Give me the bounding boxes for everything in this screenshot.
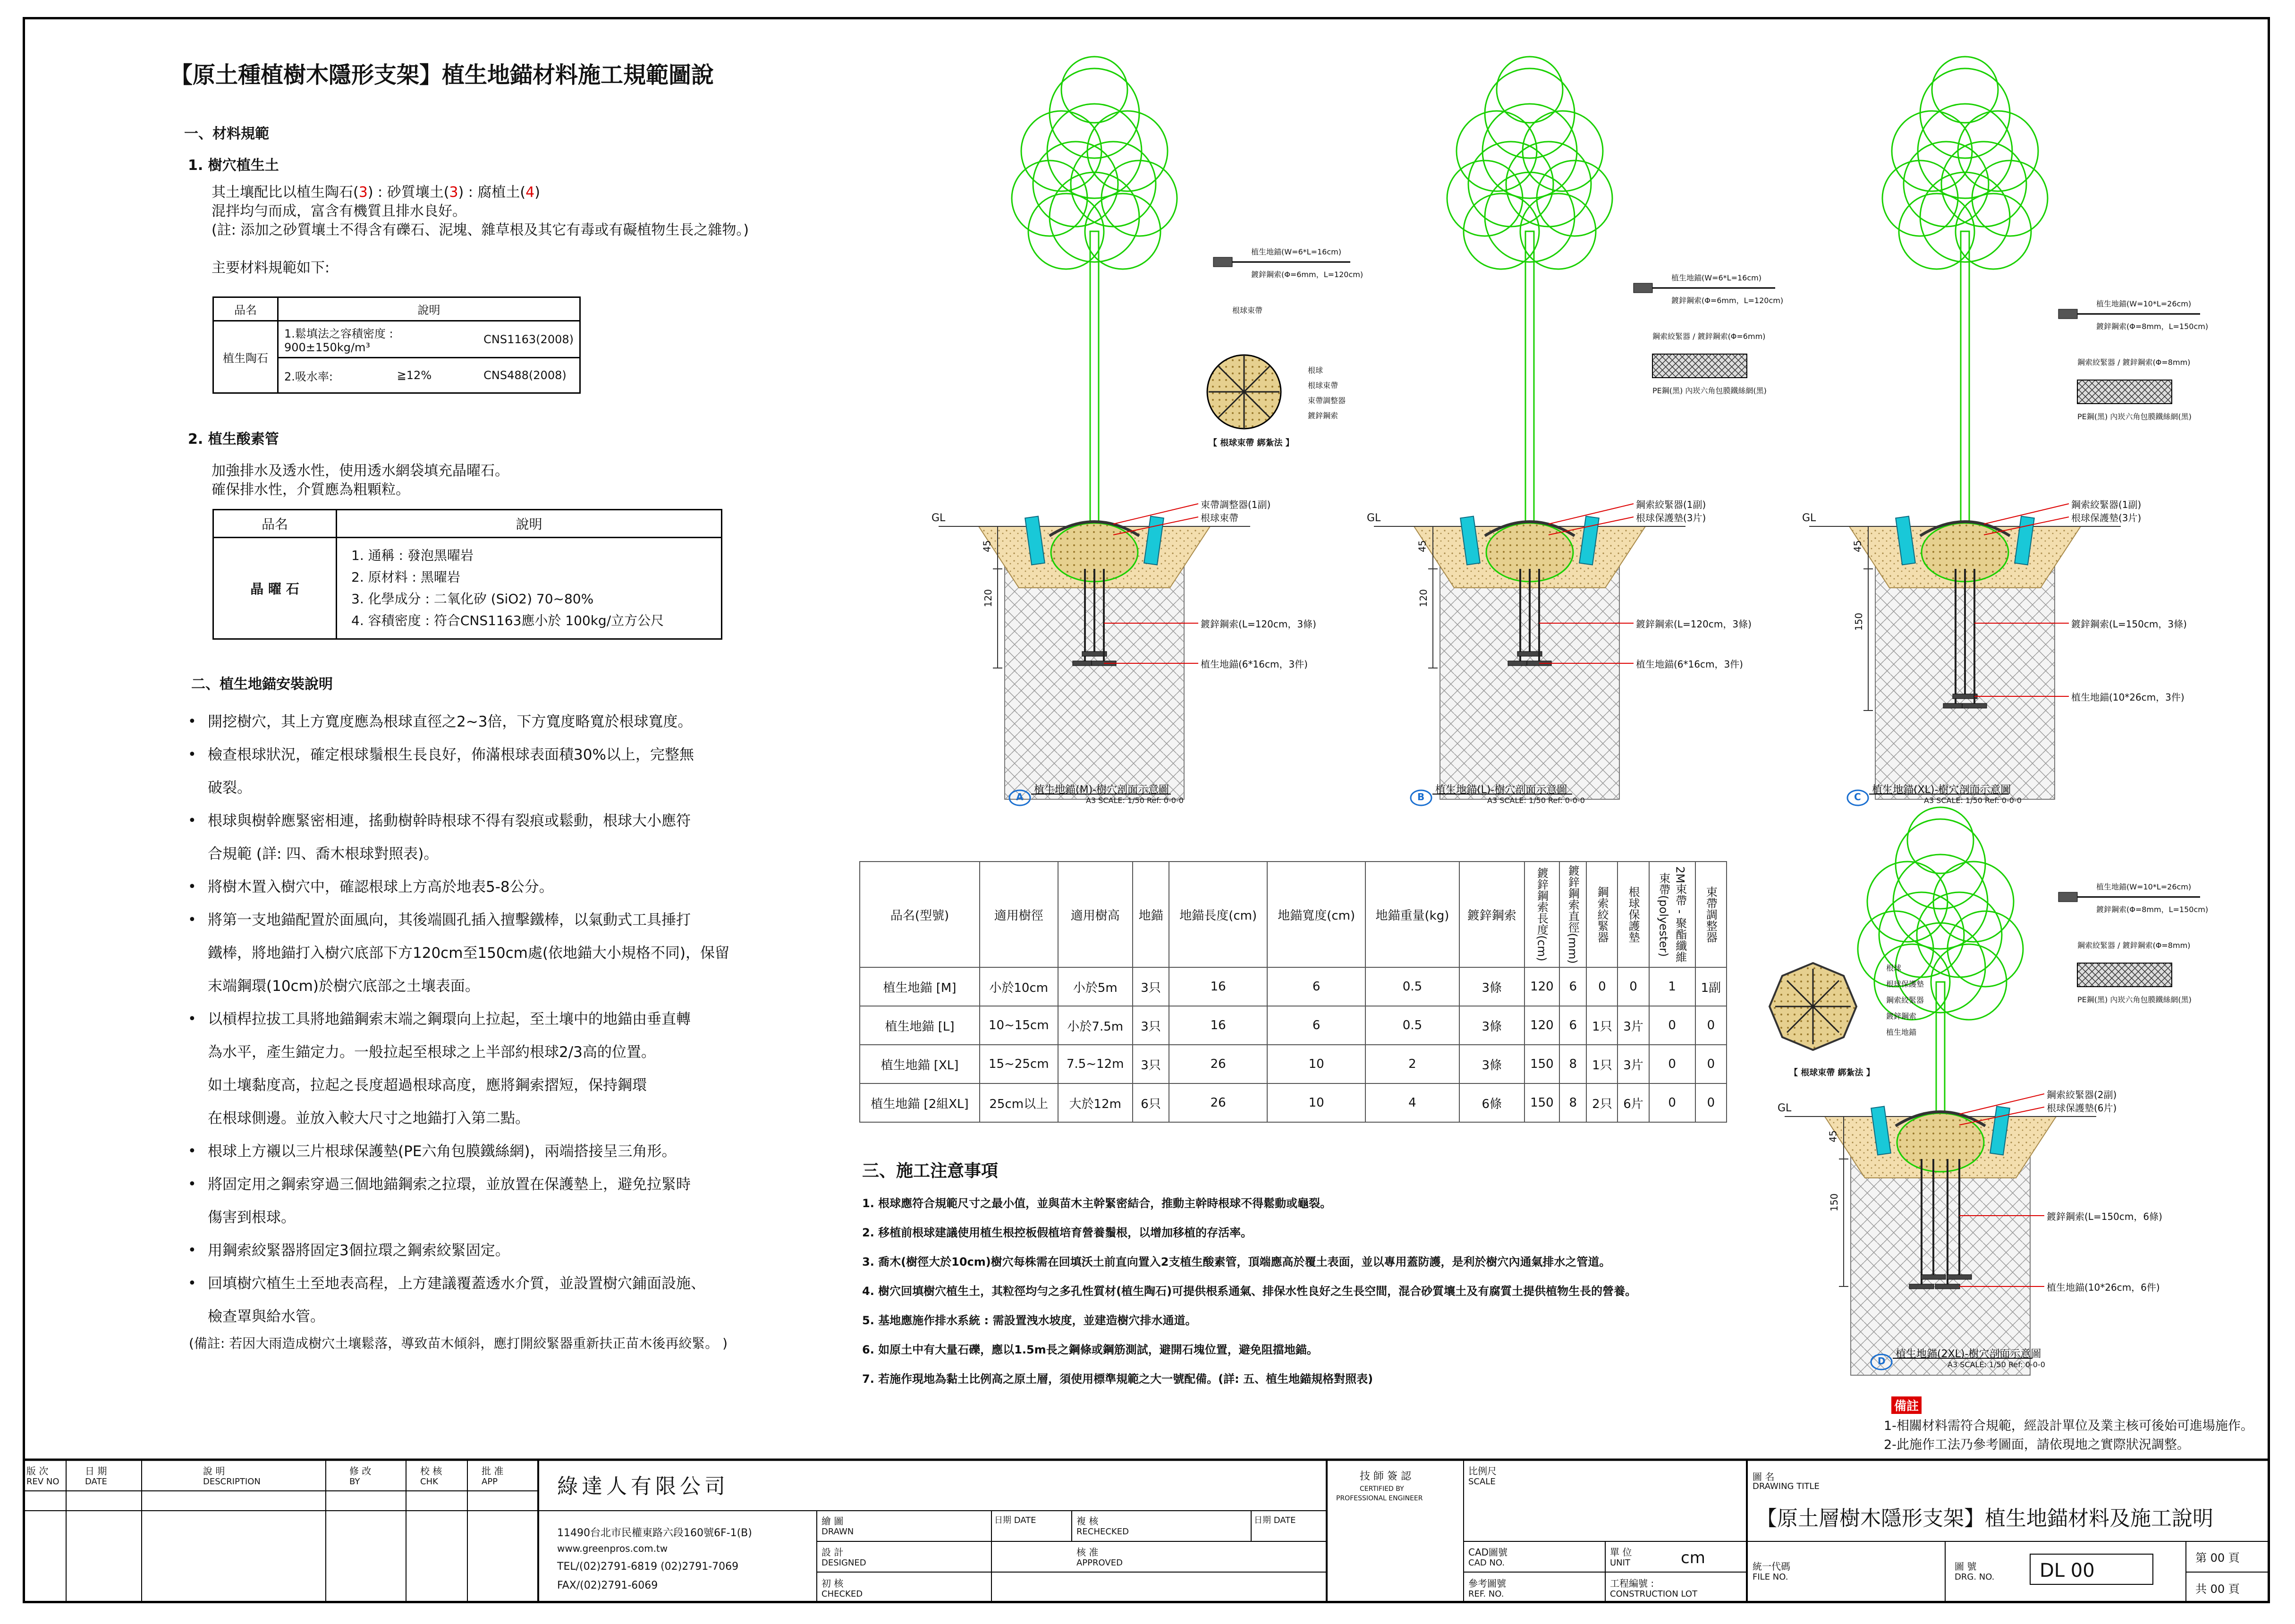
scale-label-en: SCALE bbox=[1468, 1477, 1496, 1487]
spec-cell: 植生地錨 [M] bbox=[860, 967, 980, 1006]
install-step-line: 將第一支地錨配置於面風向，其後端圓孔插入擅擊鐵棒，以氣動式工具捶打 bbox=[208, 912, 691, 929]
spec-cell: 0 bbox=[1649, 1083, 1695, 1122]
section-scale: A3 SCALE: 1/50 Ref: 0-0-0 bbox=[1487, 796, 1585, 805]
mix-text-c: ) : 腐植土( bbox=[458, 184, 526, 201]
table1-r2b: CNS488(2008) bbox=[478, 358, 580, 393]
spec-cell: 1副 bbox=[1695, 967, 1727, 1006]
date-label-2: 日期 DATE bbox=[1254, 1515, 1296, 1525]
item1-line2: 混拌均勻而成，富含有機質且排水良好。 bbox=[212, 203, 466, 220]
install-step-line: 在根球側邊。並放入較大尺寸之地錨打入第二點。 bbox=[208, 1110, 530, 1127]
construction-note: 1. 根球應符合規範尺寸之最小值，並與苗木主幹緊密結合，推動主幹時根球不得鬆動或龜裂。 bbox=[862, 1197, 1332, 1210]
rev-header-en: REV NO bbox=[26, 1477, 59, 1487]
section-scale: A3 SCALE: 1/50 Ref: 0-0-0 bbox=[1924, 796, 2022, 805]
section1-heading: 一、材料規範 bbox=[184, 126, 269, 142]
file-label-en: FILE NO. bbox=[1753, 1572, 1788, 1582]
unit-value: cm bbox=[1681, 1548, 1705, 1567]
spec-cell: 26 bbox=[1169, 1045, 1267, 1083]
detail-label: 植生地錨(W=6*L=16cm) bbox=[1671, 273, 1761, 282]
date-header: 日 期 bbox=[85, 1465, 107, 1477]
callout-label: 根球保護墊(6片) bbox=[2047, 1102, 2117, 1114]
spec-cell: 2只 bbox=[1586, 1083, 1618, 1122]
wrap-legend: 根球保護墊 bbox=[1886, 980, 1924, 989]
desc-header: 說 明 bbox=[203, 1465, 225, 1477]
approved-label: 核 准 bbox=[1076, 1547, 1099, 1558]
construction-note: 3. 喬木(樹徑大於10cm)樹穴每株需在回填沃土前直向置入2支植生酸素管，頂端應高於覆土表面，並以專用蓋防護，是利於樹穴內通氣排水之管道。 bbox=[862, 1255, 1611, 1269]
spec-cell: 3只 bbox=[1133, 1045, 1169, 1083]
construction-note: 5. 基地應施作排水系統 : 需設置洩水坡度，並建造樹穴排水通道。 bbox=[862, 1314, 1197, 1327]
table1-r2a: 2.吸水率: bbox=[278, 358, 391, 393]
wrap-legend: 鍍鋅鋼索 bbox=[1308, 411, 1338, 420]
spec-cell: 0 bbox=[1586, 967, 1618, 1006]
install-step-line: 根球與樹幹應緊密相連，搖動樹幹時根球不得有裂痕或鬆動，根球大小應符 bbox=[208, 812, 691, 829]
spec-cell: 1 bbox=[1649, 967, 1695, 1006]
spec-cell: 大於12m bbox=[1058, 1083, 1133, 1122]
spec-cell: 6 bbox=[1267, 967, 1365, 1006]
install-step-line: 將固定用之鋼索穿過三個地錨鋼索之拉環，並放置在保護墊上，避免拉緊時 bbox=[208, 1176, 691, 1193]
unit-label-en: UNIT bbox=[1610, 1558, 1630, 1568]
section-caption: 植生地錨(XL)-樹穴剖面示意圖 bbox=[1872, 784, 2011, 796]
dim-45: 45 bbox=[1416, 540, 1428, 552]
ref-label: 參考圖號 bbox=[1468, 1578, 1506, 1589]
spec-cell: 0 bbox=[1649, 1045, 1695, 1083]
spec-header-cell: 鍍鋅鋼索長度(cm) bbox=[1524, 862, 1559, 967]
bullet-dot: • bbox=[188, 879, 196, 895]
callout-label: 植生地錨(6*16cm，3件) bbox=[1201, 659, 1308, 670]
callout-label: 鋼索絞緊器(1副) bbox=[1636, 499, 1706, 510]
app-header-en: APP bbox=[482, 1477, 498, 1487]
mix-text-d: ) bbox=[534, 184, 540, 201]
spec-cell: 3片 bbox=[1618, 1045, 1649, 1083]
spec-cell: 120 bbox=[1524, 967, 1559, 1006]
mix-ratio-1: 3 bbox=[358, 184, 368, 201]
drawing-title-label: 圖 名 bbox=[1753, 1471, 1775, 1482]
spec-cell: 3只 bbox=[1133, 967, 1169, 1006]
gl-label: GL bbox=[1778, 1102, 1792, 1114]
section-scale: A3 SCALE: 1/50 Ref: 0-0-0 bbox=[1948, 1360, 2045, 1369]
dim-45: 45 bbox=[981, 540, 993, 552]
table1-r1a: 1.鬆填法之容積密度 : 900±150kg/m³ bbox=[278, 321, 478, 358]
table1-r2mid: ≧12% bbox=[391, 358, 478, 393]
spec-cell: 3條 bbox=[1459, 967, 1524, 1006]
bullet-dot: • bbox=[188, 1275, 196, 1292]
mix-ratio-2: 3 bbox=[449, 184, 458, 201]
install-step-line: 合規範 (詳: 四、喬木根球對照表)。 bbox=[208, 846, 439, 863]
page-title: 【原土種植樹木隱形支架】植生地錨材料施工規範圖說 bbox=[170, 62, 714, 88]
spec-header-cell: 根球保護墊 bbox=[1618, 862, 1649, 967]
gl-label: GL bbox=[1367, 512, 1381, 524]
section-scale: A3 SCALE: 1/50 Ref: 0-0-0 bbox=[1086, 796, 1184, 805]
unit-label: 單 位 bbox=[1610, 1547, 1632, 1558]
date-header-en: DATE bbox=[85, 1477, 107, 1487]
detail-label: PE鋼(黑) 內崁六角包膜鐵絲網(黑) bbox=[2077, 995, 2192, 1004]
section-caption: 植生地錨(M)-樹穴剖面示意圖 bbox=[1034, 784, 1169, 796]
detail-label: PE鋼(黑) 內崁六角包膜鐵絲網(黑) bbox=[1652, 386, 1767, 395]
page-total: 共 00 頁 bbox=[2195, 1582, 2240, 1596]
spec-cell: 1只 bbox=[1586, 1045, 1618, 1083]
spec-cell: 10 bbox=[1267, 1045, 1365, 1083]
spec-cell: 10~15cm bbox=[980, 1006, 1058, 1045]
spec-cell: 6條 bbox=[1459, 1083, 1524, 1122]
bullet-dot: • bbox=[188, 713, 196, 730]
spec-header-cell: 地錨 bbox=[1133, 862, 1169, 967]
callout-label: 鋼索絞緊器(1副) bbox=[2071, 499, 2142, 510]
cad-label: CAD圖號 bbox=[1468, 1547, 1508, 1558]
spec-cell: 6 bbox=[1559, 967, 1586, 1006]
checked-label: 初 核 bbox=[821, 1578, 844, 1589]
company-fax: FAX/(02)2791-6069 bbox=[557, 1580, 658, 1591]
scale-label: 比例尺 bbox=[1468, 1465, 1497, 1477]
detail-label: 植生地錨(W=10*L=26cm) bbox=[2096, 299, 2192, 308]
spec-cell: 小於7.5m bbox=[1058, 1006, 1133, 1045]
spec-cell: 120 bbox=[1524, 1006, 1559, 1045]
spec-cell: 150 bbox=[1524, 1083, 1559, 1122]
spec-cell: 3片 bbox=[1618, 1006, 1649, 1045]
rechecked-label: 複 核 bbox=[1076, 1515, 1099, 1527]
wrap-caption: 【 根球束帶 綁紮法 】 bbox=[1789, 1068, 1875, 1078]
bullet-dot: • bbox=[188, 1242, 196, 1259]
spec-cell: 150 bbox=[1524, 1045, 1559, 1083]
drawing-title: 【原土層樹木隱形支架】植生地錨材料及施工說明 bbox=[1756, 1506, 2213, 1531]
badge-letter: B bbox=[1417, 791, 1425, 803]
spec-cell: 3只 bbox=[1133, 1006, 1169, 1045]
section-caption: 植生地錨(L)-樹穴剖面示意圖 bbox=[1435, 784, 1567, 796]
install-step-line: 為水平，產生錨定力。一般拉起至根球之上半部約根球2/3高的位置。 bbox=[208, 1044, 656, 1061]
detail-label: 鍍鋅鋼索(Φ=8mm，L=150cm) bbox=[2096, 905, 2209, 914]
spec-cell: 0.5 bbox=[1365, 967, 1459, 1006]
wrap-legend: 植生地錨 bbox=[1886, 1028, 1917, 1037]
wrap-legend: 根球 bbox=[1886, 964, 1902, 973]
spec-cell: 小於10cm bbox=[980, 967, 1058, 1006]
spec-cell: 6片 bbox=[1618, 1083, 1649, 1122]
spec-header-cell: 鍍鋅鋼索直徑(mm) bbox=[1559, 862, 1586, 967]
item2-title: 2. 植生酸素管 bbox=[188, 431, 279, 448]
table1-header-desc: 說明 bbox=[278, 297, 580, 321]
mix-text-a: 其土壤配比以植生陶石( bbox=[212, 184, 359, 201]
drawing-title-label-en: DRAWING TITLE bbox=[1753, 1481, 1820, 1491]
item2-line1: 加強排水及透水性，使用透水網袋填充晶曜石。 bbox=[212, 463, 509, 479]
drg-value: DL 00 bbox=[2040, 1560, 2095, 1582]
main-spec-label: 主要材料規範如下: bbox=[212, 260, 330, 276]
spec-cell: 26 bbox=[1169, 1083, 1267, 1122]
drawn-label: 繪 圖 bbox=[821, 1515, 844, 1527]
pe-label-en2: PROFESSIONAL ENGINEER bbox=[1336, 1495, 1423, 1502]
callout-label: 束帶調整器(1副) bbox=[1201, 499, 1271, 510]
table2-header-desc: 說明 bbox=[337, 510, 722, 538]
gl-label: GL bbox=[932, 512, 946, 524]
spec-cell: 0 bbox=[1618, 967, 1649, 1006]
install-step-line: 檢查罩與給水管。 bbox=[208, 1308, 325, 1325]
lot-label: 工程編號 : bbox=[1610, 1578, 1654, 1589]
spec-header-cell: 地錨長度(cm) bbox=[1169, 862, 1267, 967]
file-label: 統一代碼 bbox=[1753, 1561, 1790, 1572]
rev-header: 版 次 bbox=[26, 1465, 49, 1477]
company-name: 綠達人有限公司 bbox=[557, 1474, 729, 1498]
spec-cell: 植生地錨 [XL] bbox=[860, 1045, 980, 1083]
spec-cell: 3條 bbox=[1459, 1006, 1524, 1045]
company-tel: TEL/(02)2791-6819 (02)2791-7069 bbox=[557, 1561, 739, 1573]
spec-cell: 4 bbox=[1365, 1083, 1459, 1122]
mix-ratio-3: 4 bbox=[525, 184, 535, 201]
bullet-dot: • bbox=[188, 1011, 196, 1027]
detail-label: 鋼索絞緊器 / 鍍鋅鋼索(Φ=6mm) bbox=[1652, 332, 1766, 341]
spec-cell: 0 bbox=[1649, 1006, 1695, 1045]
badge-letter: C bbox=[1854, 791, 1861, 803]
section-caption: 植生地錨(2XL)-樹穴剖面示意圖 bbox=[1896, 1348, 2041, 1360]
detail-label: 鍍鋅鋼索(Φ=8mm，L=150cm) bbox=[2096, 322, 2209, 331]
wrap-legend: 鋼索絞緊器 bbox=[1886, 996, 1924, 1005]
detail-label: 鋼索絞緊器 / 鍍鋅鋼索(Φ=8mm) bbox=[2077, 358, 2191, 367]
spec-cell: 0.5 bbox=[1365, 1006, 1459, 1045]
construction-note: 4. 樹穴回填樹穴植生土，其粒徑均勻之多孔性質材(植生陶石)可提供根系通氣、排保水性良好之生長空間，混合砂質壤土及有腐質土提供植物生長的營養。 bbox=[862, 1285, 1637, 1298]
item2-line2: 確保排水性，介質應為粗顆粒。 bbox=[212, 482, 410, 498]
spec-cell: 植生地錨 [2組XL] bbox=[860, 1083, 980, 1122]
callout-label: 植生地錨(6*16cm，3件) bbox=[1636, 659, 1743, 670]
install-step-line: 末端鋼環(10cm)於樹穴底部之土壤表面。 bbox=[208, 978, 480, 995]
spec-header-cell: 地錨寬度(cm) bbox=[1267, 862, 1365, 967]
by-header-en: BY bbox=[349, 1477, 360, 1487]
install-step-line: 檢查根球狀況，確定根球鬚根生長良好，佈滿根球表面積30%以上，完整無 bbox=[208, 746, 694, 763]
wrap-legend: 根球 bbox=[1308, 366, 1323, 375]
pe-label-en1: CERTIFIED BY bbox=[1360, 1485, 1404, 1493]
bullet-dot: • bbox=[188, 912, 196, 928]
spec-cell: 2 bbox=[1365, 1045, 1459, 1083]
item1-line3: (註: 添加之砂質壤土不得含有礫石、泥塊、雜草根及其它有毒或有礙植物生長之雜物。) bbox=[212, 222, 749, 238]
section3-heading: 三、施工注意事項 bbox=[862, 1161, 999, 1181]
remarks-title: 備註 bbox=[1891, 1396, 1922, 1414]
callout-label: 根球保護墊(3片) bbox=[2071, 512, 2142, 524]
pe-label: 技 師 簽 認 bbox=[1360, 1471, 1411, 1482]
spec-cell: 3條 bbox=[1459, 1045, 1524, 1083]
gl-label: GL bbox=[1802, 512, 1816, 524]
spec-header-cell: 鍍鋅鋼索 bbox=[1459, 862, 1524, 967]
install-step-line: 回填樹穴植生土至地表高程，上方建議覆蓋透水介質，並設置樹穴鋪面設施、 bbox=[208, 1275, 705, 1292]
spec-header-cell: 束帶調整器 bbox=[1695, 862, 1727, 967]
spec-header-cell: 鋼索絞緊器 bbox=[1586, 862, 1618, 967]
drg-label: 圖 號 bbox=[1955, 1561, 1977, 1572]
spec-header-cell: 適用樹徑 bbox=[980, 862, 1058, 967]
detail-label: 植生地錨(W=10*L=26cm) bbox=[2096, 882, 2192, 891]
by-header: 修 改 bbox=[349, 1465, 372, 1477]
spec-cell: 小於5m bbox=[1058, 967, 1133, 1006]
badge-letter: D bbox=[1878, 1355, 1886, 1367]
chk-header-en: CHK bbox=[420, 1477, 438, 1487]
callout-label: 鍍鋅鋼索(L=150cm，6條) bbox=[2047, 1211, 2162, 1222]
detail-label: 鍍鋅鋼索(Φ=6mm，L=120cm) bbox=[1251, 270, 1363, 279]
callout-label: 鍍鋅鋼索(L=150cm，3條) bbox=[2071, 618, 2187, 630]
bullet-dot: • bbox=[188, 1143, 196, 1159]
spec-header-cell: 2M束帶 - 聚酯纖維束帶(polyester) bbox=[1649, 862, 1695, 967]
bullet-dot: • bbox=[188, 746, 196, 763]
callout-label: 根球束帶 bbox=[1201, 512, 1238, 524]
dim-depth: 120 bbox=[1418, 589, 1430, 608]
checked-label-en: CHECKED bbox=[821, 1589, 863, 1599]
spec-cell: 16 bbox=[1169, 1006, 1267, 1045]
callout-label: 鋼索絞緊器(2副) bbox=[2047, 1089, 2117, 1100]
lot-label-en: CONSTRUCTION LOT bbox=[1610, 1589, 1698, 1599]
table1-header-name: 品名 bbox=[213, 297, 278, 321]
detail-label: 根球束帶 bbox=[1232, 306, 1263, 315]
spec-header-cell: 地錨重量(kg) bbox=[1365, 862, 1459, 967]
wrap-legend: 鍍鋅鋼索 bbox=[1886, 1012, 1917, 1021]
app-header: 批 准 bbox=[482, 1465, 504, 1477]
dim-depth: 150 bbox=[1829, 1193, 1840, 1212]
install-step-line: 如土壤黏度高，拉起之長度超過根球高度，應將鋼索摺短，保持鋼環 bbox=[208, 1077, 647, 1094]
drg-label-en: DRG. NO. bbox=[1955, 1572, 1995, 1582]
spec-cell: 0 bbox=[1695, 1083, 1727, 1122]
mix-text-b: ) : 砂質壤土( bbox=[367, 184, 449, 201]
table2-header-name: 品名 bbox=[213, 510, 337, 538]
install-step-line: 開挖樹穴，其上方寬度應為根球直徑之2~3倍，下方寬度略寬於根球寬度。 bbox=[208, 713, 693, 730]
company-web: www.greenpros.com.tw bbox=[557, 1543, 668, 1554]
spec-cell: 0 bbox=[1695, 1045, 1727, 1083]
spec-cell: 6 bbox=[1559, 1006, 1586, 1045]
spec-cell: 植生地錨 [L] bbox=[860, 1006, 980, 1045]
table2-line3: 3. 化學成分 : 二氧化矽 (SiO2) 70~80% bbox=[351, 591, 594, 607]
dim-depth: 150 bbox=[1853, 612, 1865, 631]
install-step-line: 破裂。 bbox=[208, 779, 252, 796]
cad-label-en: CAD NO. bbox=[1468, 1558, 1505, 1568]
callout-label: 鍍鋅鋼索(L=120cm，3條) bbox=[1201, 618, 1316, 630]
wrap-legend: 根球束帶 bbox=[1308, 381, 1338, 390]
bullet-dot: • bbox=[188, 1176, 196, 1193]
install-step-line: 傷害到根球。 bbox=[208, 1209, 296, 1226]
chk-header: 校 核 bbox=[420, 1465, 442, 1477]
dim-45: 45 bbox=[1827, 1130, 1839, 1142]
callout-label: 鍍鋅鋼索(L=120cm，3條) bbox=[1636, 618, 1752, 630]
detail-label: 鋼索絞緊器 / 鍍鋅鋼索(Φ=8mm) bbox=[2077, 941, 2191, 950]
spec-cell: 10 bbox=[1267, 1083, 1365, 1122]
section2-remark: (備註: 若因大雨造成樹穴土壤鬆落，導致苗木傾斜，應打開絞緊器重新扶正苗木後再絞緊。 ) bbox=[189, 1336, 728, 1351]
construction-note: 2. 移植前根球建議使用植生根控板假植培育營養鬚根，以增加移植的存活率。 bbox=[862, 1226, 1253, 1239]
install-step-line: 以槓桿拉拔工具將地錨鋼索末端之鋼環向上拉起，至土壤中的地錨由垂直轉 bbox=[208, 1011, 691, 1028]
badge-letter: A bbox=[1016, 791, 1024, 803]
table1-item-name: 植生陶石 bbox=[213, 321, 278, 393]
detail-label: PE鋼(黑) 內崁六角包膜鐵絲網(黑) bbox=[2077, 412, 2192, 421]
install-step-line: 用鋼索絞緊器將固定3個拉環之鋼索絞緊固定。 bbox=[208, 1242, 510, 1259]
table2-line4: 4. 容積密度 : 符合CNS1163應小於 100kg/立方公尺 bbox=[351, 613, 664, 628]
install-step-line: 鐵棒，將地錨打入樹穴底部下方120cm至150cm處(依地錨大小規格不同)，保留 bbox=[208, 945, 730, 962]
designed-label-en: DESIGNED bbox=[821, 1558, 866, 1568]
rechecked-label-en: RECHECKED bbox=[1076, 1527, 1129, 1537]
date-label-1: 日期 DATE bbox=[994, 1515, 1036, 1525]
spec-cell: 8 bbox=[1559, 1083, 1586, 1122]
ref-label-en: REF. NO. bbox=[1468, 1589, 1504, 1599]
spec-cell: 15~25cm bbox=[980, 1045, 1058, 1083]
approved-label-en: APPROVED bbox=[1076, 1558, 1123, 1568]
spec-cell: 1只 bbox=[1586, 1006, 1618, 1045]
callout-label: 植生地錨(10*26cm，3件) bbox=[2071, 692, 2185, 703]
spec-header-cell: 適用樹高 bbox=[1058, 862, 1133, 967]
wrap-caption: 【 根球束帶 綁紮法 】 bbox=[1209, 438, 1294, 448]
callout-label: 植生地錨(10*26cm，6件) bbox=[2047, 1282, 2160, 1293]
table2-line1: 1. 通稱 : 發泡黑曜岩 bbox=[351, 548, 474, 563]
spec-cell: 25cm以上 bbox=[980, 1083, 1058, 1122]
drawn-label-en: DRAWN bbox=[821, 1527, 854, 1537]
spec-cell: 0 bbox=[1695, 1006, 1727, 1045]
callout-label: 根球保護墊(3片) bbox=[1636, 512, 1706, 524]
detail-label: 植生地錨(W=6*L=16cm) bbox=[1251, 247, 1341, 256]
spec-header-cell: 品名(型號) bbox=[860, 862, 980, 967]
spec-cell: 7.5~12m bbox=[1058, 1045, 1133, 1083]
detail-label: 鍍鋅鋼索(Φ=6mm，L=120cm) bbox=[1671, 296, 1784, 305]
page-number: 第 00 頁 bbox=[2195, 1551, 2240, 1565]
table1-r1b: CNS1163(2008) bbox=[478, 321, 580, 358]
spec-cell: 16 bbox=[1169, 967, 1267, 1006]
dim-depth: 120 bbox=[982, 589, 994, 608]
spec-cell: 6 bbox=[1267, 1006, 1365, 1045]
designed-label: 設 計 bbox=[821, 1547, 844, 1558]
construction-note: 7. 若施作現地為黏土比例高之原土層，須使用標準規範之大一號配備。(詳: 五、植生地錨規格對照表) bbox=[862, 1372, 1373, 1386]
bullet-dot: • bbox=[188, 812, 196, 829]
wrap-legend: 束帶調整器 bbox=[1308, 396, 1346, 405]
section2-heading: 二、植生地錨安裝說明 bbox=[191, 676, 333, 693]
table2-item-name: 晶 曜 石 bbox=[213, 538, 337, 639]
remarks-line2: 2-此施作工法乃參考圖面，請依現地之實際狀況調整。 bbox=[1884, 1438, 2190, 1452]
install-step-line: 將樹木置入樹穴中，確認根球上方高於地表5-8公分。 bbox=[208, 879, 554, 896]
dim-45: 45 bbox=[1852, 540, 1863, 552]
spec-cell: 8 bbox=[1559, 1045, 1586, 1083]
desc-header-en: DESCRIPTION bbox=[203, 1477, 261, 1487]
item1-title: 1. 樹穴植生土 bbox=[188, 157, 279, 174]
table2-line2: 2. 原材料 : 黑曜岩 bbox=[351, 569, 460, 585]
company-address: 11490台北市民權東路六段160號6F-1(B) bbox=[557, 1527, 752, 1539]
construction-note: 6. 如原土中有大量石礫，應以1.5m長之鋼條或鋼筋測試，避開石塊位置，避免阻擋地錨。 bbox=[862, 1343, 1318, 1356]
spec-cell: 6只 bbox=[1133, 1083, 1169, 1122]
install-step-line: 根球上方襯以三片根球保護墊(PE六角包膜鐵絲網)，兩端搭接呈三角形。 bbox=[208, 1143, 677, 1160]
remarks-line1: 1-相關材料需符合規範，經設計單位及業主核可後始可進場施作。 bbox=[1884, 1419, 2253, 1433]
